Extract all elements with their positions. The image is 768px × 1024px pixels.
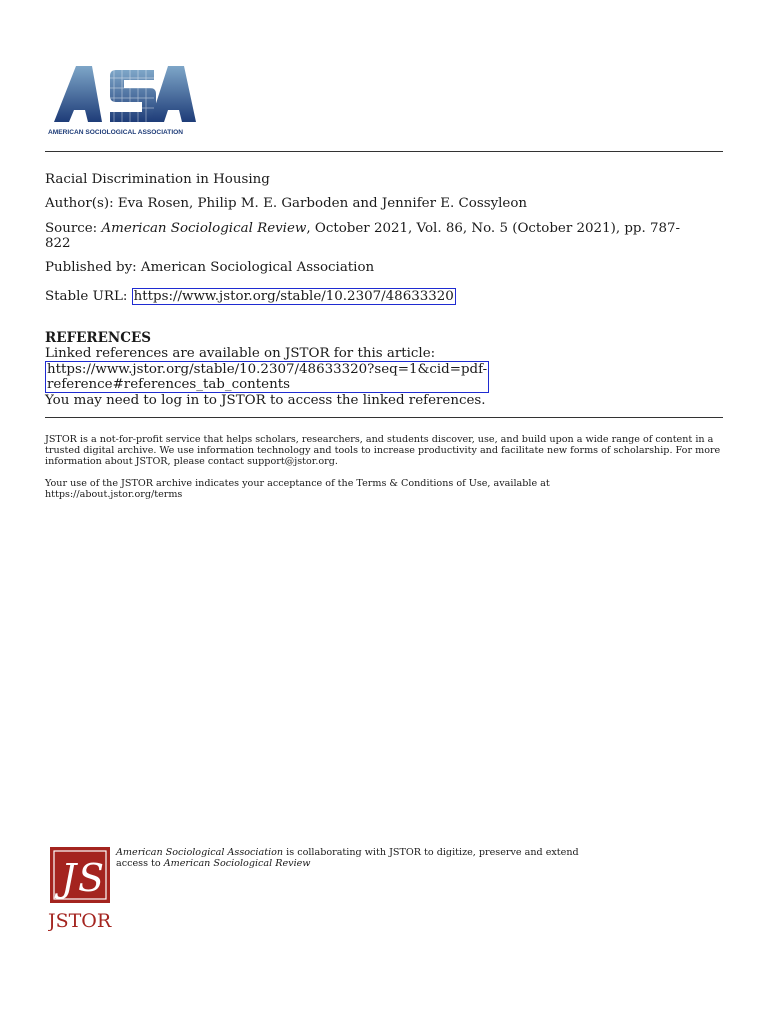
references-intro: Linked references are available on JSTOR for this article:	[45, 346, 436, 361]
stable-url-line: Stable URL: https://www.jstor.org/stable/10.2307/48633320	[45, 289, 454, 304]
notice-rule	[45, 417, 723, 418]
article-source-cont: 822	[45, 236, 71, 251]
article-publisher: Published by: American Sociological Association	[45, 260, 375, 275]
header-rule	[45, 151, 723, 152]
article-title: Racial Discrimination in Housing	[45, 172, 270, 187]
terms-notice: Your use of the JSTOR archive indicates your acceptance of the Terms & Conditions of Use, available at https://about.jstor.org/terms	[45, 478, 725, 500]
source-journal: American Sociological Review	[101, 221, 307, 236]
collaboration-note: American Sociological Association is collaborating with JSTOR to digitize, preserve and extend access to American Sociological Review	[116, 847, 579, 870]
references-login-note: You may need to log in to JSTOR to access the linked references.	[45, 393, 486, 408]
article-source: Source: American Sociological Review, October 2021, Vol. 86, No. 5 (October 2021), pp. 787-	[45, 221, 681, 236]
svg-text:S: S	[78, 856, 105, 900]
references-heading: REFERENCES	[45, 330, 152, 346]
references-link[interactable]: https://www.jstor.org/stable/10.2307/48633320?seq=1&cid=pdf- reference#references_tab_contents	[47, 362, 488, 392]
article-authors: Author(s): Eva Rosen, Philip M. E. Garboden and Jennifer E. Cossyleon	[45, 196, 528, 211]
jstor-logo-label: JSTOR	[48, 910, 112, 932]
stable-url-link[interactable]: https://www.jstor.org/stable/10.2307/48633320	[133, 289, 454, 304]
asa-logo-subtitle: AMERICAN SOCIOLOGICAL ASSOCIATION	[48, 129, 184, 136]
svg-text:J: J	[61, 856, 77, 900]
references-block	[45, 346, 489, 408]
terms-link[interactable]: https://about.jstor.org/terms	[45, 489, 183, 501]
jstor-notice: JSTOR is a not-for-profit service that helps scholars, researchers, and students discover, use, and build upon a wide range of content in a trusted digital archive. We use information technology and tools to increase productivity and facilitate new forms of scholarship. For more information about JSTOR, please contact support@jstor.org.	[45, 434, 721, 468]
jstor-logo	[48, 845, 112, 935]
asa-logo	[46, 60, 202, 140]
